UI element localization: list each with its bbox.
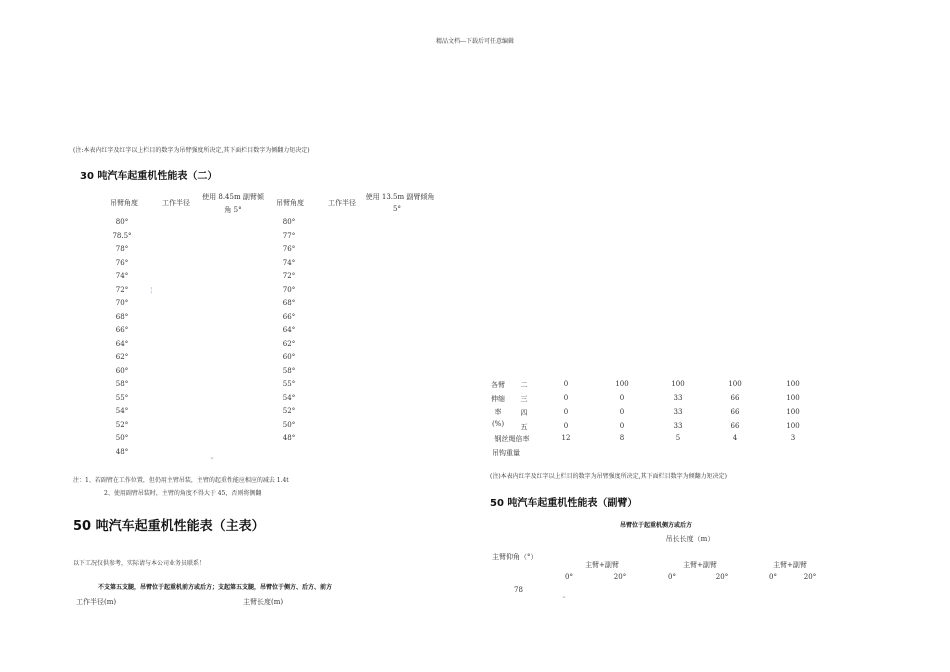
section-label: 三 bbox=[520, 395, 528, 403]
combo-3: 主臂+副臂 bbox=[773, 561, 807, 569]
angle-cell-b: 48° bbox=[282, 434, 296, 442]
header-jib-135-line2: 5° bbox=[393, 205, 401, 213]
angle-cell-b: 60° bbox=[282, 353, 296, 361]
angle-cell-b: 62° bbox=[282, 339, 296, 348]
angle-cell-a: 74° bbox=[115, 272, 129, 280]
ext-label-4: (%) bbox=[491, 420, 505, 428]
angle-cell-b: 77° bbox=[282, 231, 296, 240]
rope-cell: 3 bbox=[790, 434, 796, 442]
angle-cell-b: 50° bbox=[282, 420, 296, 429]
angle-cell-a: 62° bbox=[115, 353, 129, 361]
ext-cell: 0 bbox=[619, 422, 625, 430]
rope-cell: 5 bbox=[675, 434, 681, 442]
ext-cell: 100 bbox=[728, 380, 742, 388]
angle-cell-a: 78° bbox=[115, 245, 129, 253]
angle-cell-a: 50° bbox=[115, 434, 129, 442]
ext-cell: 0 bbox=[619, 408, 625, 416]
offset-cell: 0° bbox=[769, 573, 777, 581]
ext-cell: 0 bbox=[619, 394, 625, 402]
angle-cell-b: 58° bbox=[282, 366, 296, 375]
angle-cell-a: 72° bbox=[115, 285, 129, 294]
offset-cell: 20° bbox=[803, 573, 817, 581]
faint-mark: ⌄ bbox=[209, 453, 215, 461]
col-boom-length: 主臂长度(m) bbox=[243, 598, 284, 606]
angle-cell-b: 54° bbox=[282, 393, 296, 402]
header-jib-135-line1: 使用 13.5m 副臂倾角 bbox=[365, 193, 435, 201]
header-jib-845-line1: 使用 8.45m 副臂倾 bbox=[202, 193, 264, 201]
ext-cell: 0 bbox=[563, 422, 569, 430]
faint-mark: ⌄ bbox=[561, 592, 567, 600]
rope-cell: 8 bbox=[619, 434, 625, 442]
ext-cell: 100 bbox=[671, 380, 685, 388]
title-30t-table-2: 30 吨汽车起重机性能表（二） bbox=[80, 171, 218, 182]
note-bottom-2: 2、使用副臂吊装时，主臂的角度不得大于 45，否则将侧翻 bbox=[104, 490, 262, 497]
angle-cell-a: 68° bbox=[115, 312, 129, 321]
ext-cell: 33 bbox=[673, 394, 683, 402]
ext-cell: 33 bbox=[673, 422, 683, 430]
angle-cell-a: 48° bbox=[115, 447, 129, 456]
ext-cell: 100 bbox=[786, 394, 800, 402]
angle-cell-b: 52° bbox=[282, 407, 296, 415]
angle-cell-a: 78.5° bbox=[112, 231, 132, 240]
angle-cell-a: 70° bbox=[115, 299, 129, 307]
ext-cell: 100 bbox=[615, 380, 629, 388]
angle-cell-b: 64° bbox=[282, 326, 296, 334]
angle-cell-a: 55° bbox=[115, 393, 129, 402]
ext-cell: 100 bbox=[786, 408, 800, 416]
offset-cell: 20° bbox=[715, 573, 729, 581]
ext-cell: 100 bbox=[786, 422, 800, 430]
angle-cell-a: 80° bbox=[115, 218, 129, 226]
note-bottom-1: 注：1、若副臂在工作位置，但仍用主臂吊装，主臂的起重性能应相应的减去 1.4t bbox=[73, 477, 289, 484]
ext-cell: 66 bbox=[730, 394, 740, 402]
rope-cell: 12 bbox=[561, 434, 571, 442]
faint-mark: ¦ bbox=[150, 286, 153, 294]
angle-cell-a: 76° bbox=[115, 258, 129, 267]
title-50t-main: 50 吨汽车起重机性能表（主表） bbox=[73, 519, 265, 534]
ext-cell: 66 bbox=[730, 408, 740, 416]
header-watermark: 精品文档---下载后可任意编辑 bbox=[435, 38, 515, 45]
header-radius-2: 工作半径 bbox=[328, 199, 356, 207]
angle-cell-b: 70° bbox=[282, 285, 296, 294]
col-working-radius: 工作半径(m) bbox=[76, 598, 117, 606]
ext-cell: 33 bbox=[673, 408, 683, 416]
offset-cell: 0° bbox=[565, 573, 573, 581]
hook-weight-label: 吊钩重量 bbox=[492, 449, 520, 457]
angle-cell-a: 52° bbox=[115, 420, 129, 429]
first-angle: 78 bbox=[514, 586, 523, 594]
combo-1: 主臂+副臂 bbox=[585, 561, 619, 569]
disclaimer: 以下工况仅供参考，实际请与本公司业务员联系！ bbox=[73, 560, 206, 567]
ext-label-3: 率 bbox=[494, 408, 502, 416]
angle-cell-b: 80° bbox=[282, 218, 296, 226]
ext-cell: 100 bbox=[786, 380, 800, 388]
offset-cell: 20° bbox=[613, 573, 627, 581]
ext-label-2: 伸缩 bbox=[491, 395, 505, 403]
working-condition: 不支第五支腿，吊臂位于起重机前方或后方；支起第五支腿，吊臂位于侧方、后方、前方 bbox=[98, 584, 333, 591]
header-radius-1: 工作半径 bbox=[162, 199, 190, 207]
boom-position: 吊臂位于起重机侧方或后方 bbox=[619, 522, 693, 529]
boom-length-header: 吊长长度（m） bbox=[665, 535, 715, 543]
ext-cell: 0 bbox=[563, 394, 569, 402]
combo-2: 主臂+副臂 bbox=[683, 561, 717, 569]
angle-cell-b: 72° bbox=[282, 272, 296, 280]
header-jib-845-line2: 角 5° bbox=[224, 206, 242, 214]
rope-ratio-label: 钢丝绳倍率 bbox=[494, 435, 530, 443]
ext-cell: 66 bbox=[730, 422, 740, 430]
offset-cell: 0° bbox=[668, 573, 676, 581]
angle-cell-a: 54° bbox=[115, 407, 129, 415]
title-50t-sub: 50 吨汽车起重机性能表（副臂） bbox=[490, 498, 638, 509]
ext-label-1: 各臂 bbox=[491, 381, 505, 389]
ext-cell: 0 bbox=[563, 380, 569, 388]
ext-cell: 0 bbox=[563, 408, 569, 416]
angle-cell-a: 64° bbox=[115, 339, 129, 348]
angle-cell-b: 68° bbox=[282, 299, 296, 307]
note-top: (注:本表内红字及红字以上栏目的数字为吊臂强度所决定,其下面栏目数字为倾翻力矩决定) bbox=[73, 147, 310, 154]
main-boom-angle: 主臂仰角（°） bbox=[492, 553, 538, 561]
section-label: 二 bbox=[520, 381, 528, 389]
angle-cell-a: 66° bbox=[115, 326, 129, 334]
angle-cell-a: 58° bbox=[115, 380, 129, 388]
rope-cell: 4 bbox=[732, 434, 738, 442]
angle-cell-b: 74° bbox=[282, 258, 296, 267]
section-label: 五 bbox=[520, 423, 528, 431]
header-boom-angle-2: 吊臂角度 bbox=[276, 199, 304, 207]
angle-cell-a: 60° bbox=[115, 366, 129, 375]
right-note: (注)本表内红字及红字以上栏目的数字为吊臂强度所决定,其下面栏目数字为倾翻力矩决定) bbox=[490, 473, 727, 480]
angle-cell-b: 76° bbox=[282, 245, 296, 253]
angle-cell-b: 66° bbox=[282, 312, 296, 321]
section-label: 四 bbox=[520, 409, 528, 417]
angle-cell-b: 55° bbox=[282, 380, 296, 388]
header-boom-angle-1: 吊臂角度 bbox=[110, 199, 138, 207]
